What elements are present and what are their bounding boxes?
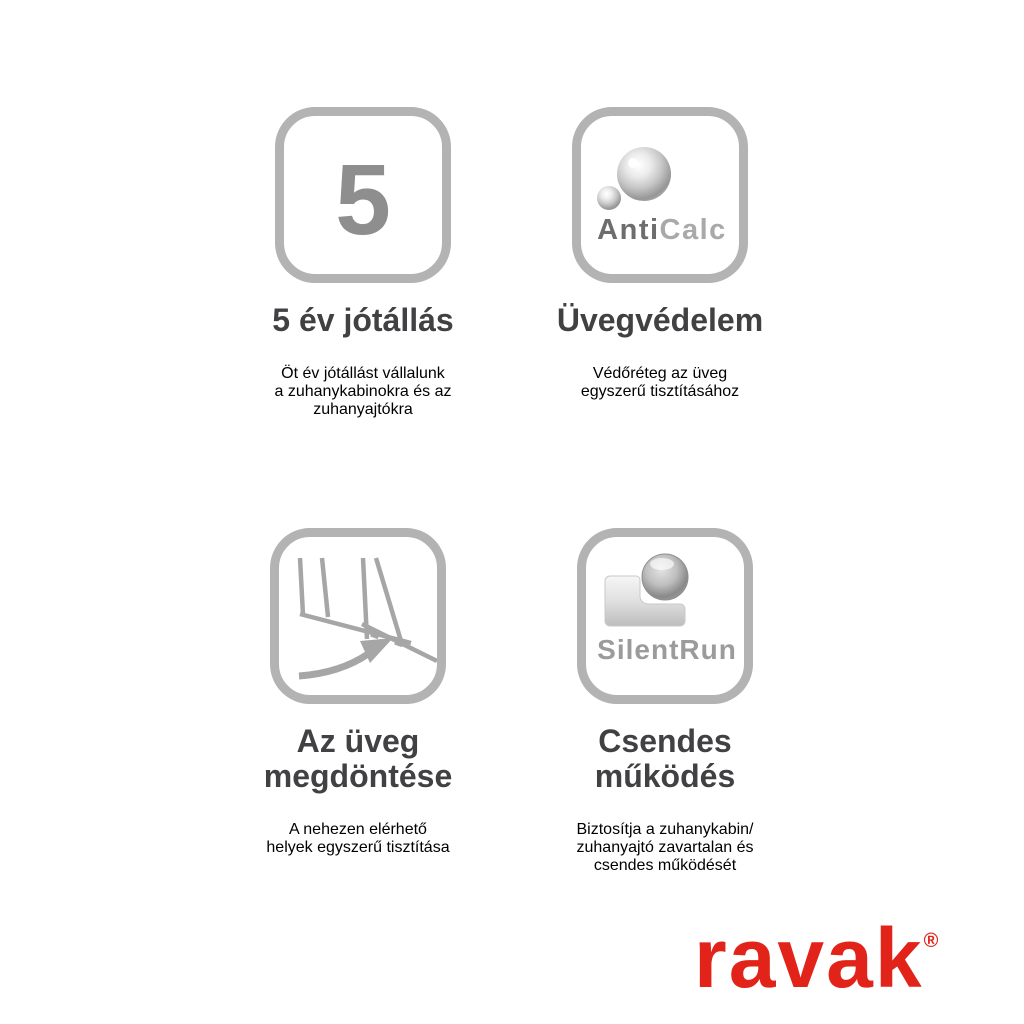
feature-tile-warranty: 5 5 év jótállás Öt év jótállást vállalunk a zuhanykabinokra és az zuhanyajtókra [203, 107, 523, 435]
large-bubble [617, 147, 671, 201]
tilt-arrow-curve [299, 654, 368, 676]
anticalc-label: AntiCalc [597, 214, 727, 246]
silentrun-label: SilentRun [597, 634, 737, 665]
five-year-warranty-icon [275, 107, 451, 283]
bubble-highlight [628, 158, 638, 168]
ravak-logo-text: ravak [694, 911, 924, 1005]
roller-ball-highlight [650, 558, 674, 570]
number-five-glyph: 5 [335, 144, 391, 256]
feature-tile-silent-operation: SilentRun Csendes működés Biztosítja a zuhanykabin/ zuhanyajtó zavartalan és csendes működését [505, 528, 825, 891]
feature-title: Az üveg megdöntése [263, 723, 453, 794]
ravak-logo [694, 911, 939, 1005]
glass-panel-line [322, 558, 328, 617]
small-bubble [597, 186, 621, 210]
silentrun-roller-graphic [586, 537, 744, 695]
registered-trademark-symbol: ® [923, 930, 939, 952]
glass-panel-line [300, 558, 303, 615]
tilted-glass-graphic [279, 537, 437, 695]
feature-title: 5 év jótállás [272, 302, 454, 338]
feature-title: Csendes működés [594, 723, 736, 794]
anticalc-icon [572, 107, 748, 283]
anticalc-bubbles-graphic [581, 116, 739, 274]
feature-tile-glass-protection: AntiCalc Üvegvédelem Védőréteg az üveg egyszerű tisztításához [500, 107, 820, 417]
tilted-panel-line [376, 558, 401, 641]
silentrun-icon [577, 528, 753, 704]
feature-title: Üvegvédelem [556, 302, 764, 338]
feature-tile-glass-tilting: Az üveg megdöntése A nehezen elérhető helyek egyszerű tisztítása [198, 528, 518, 873]
tilted-glass-icon [270, 528, 446, 704]
